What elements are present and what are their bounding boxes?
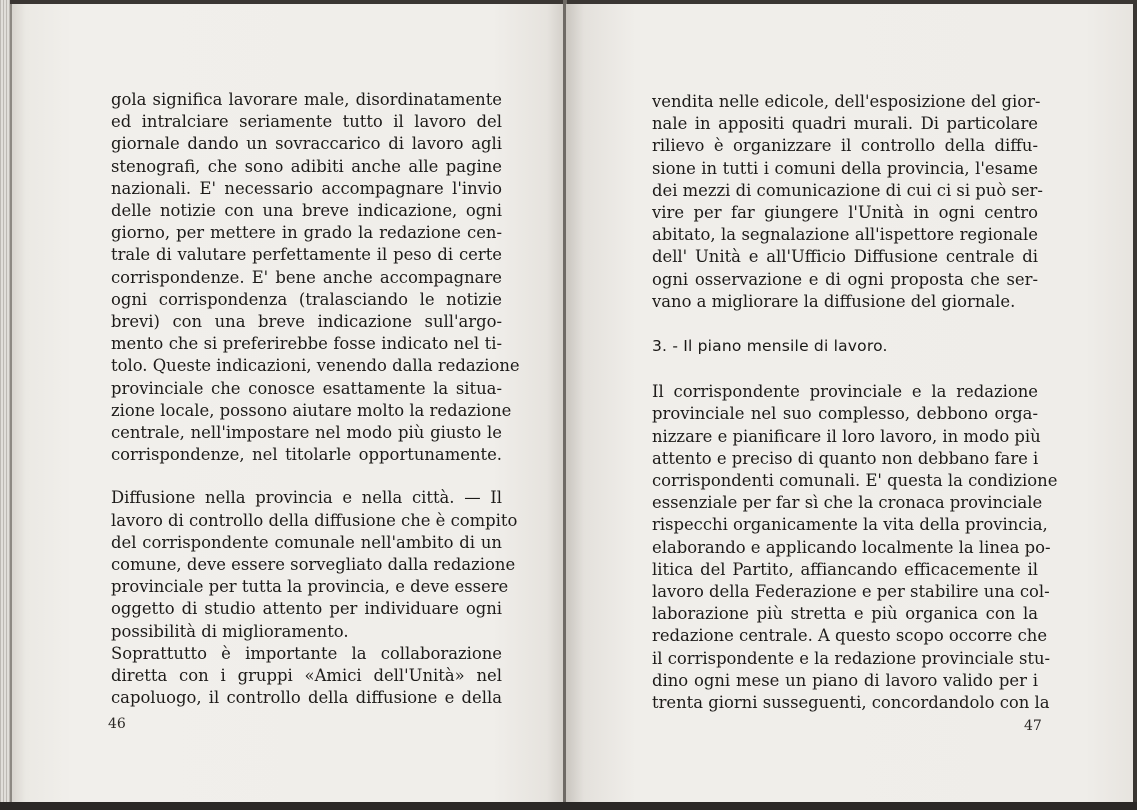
text-line: abitato, la segnalazione all'ispettore regionale (652, 225, 1038, 245)
page-number: 47 (1024, 718, 1042, 734)
text-line: comune, deve essere sorvegliato dalla redazione (111, 555, 516, 575)
text-line: stenografi, che sono adibiti anche alle pagine (111, 156, 502, 176)
text-line: ogni osservazione e di ogni proposta che ser- (652, 269, 1038, 289)
text-line: dino ogni mese un piano di lavoro valido per i (652, 670, 1038, 690)
text-line: zione locale, possono aiutare molto la redazione (111, 400, 512, 420)
text-line: possibilità di miglioramento. (111, 621, 349, 641)
left-page-body (111, 89, 520, 709)
text-line: nizzare e pianificare il loro lavoro, in modo più (652, 426, 1041, 446)
text-line: tolo. Queste indicazioni, venendo dalla redazione (111, 356, 520, 376)
text-line: provinciale per tutta la provincia, e deve essere (111, 577, 509, 597)
text-line: sione in tutti i comuni della provincia, l'esame (652, 158, 1038, 178)
text-line: ogni corrispondenza (tralasciando le notizie (111, 289, 502, 309)
text-line: nazionali. E' necessario accompagnare l'invio (111, 178, 502, 198)
text-line: litica del Partito, affiancando efficacemente il (652, 559, 1038, 579)
page-edges (0, 0, 10, 810)
text-line: lavoro di controllo della diffusione che è compito (111, 510, 518, 530)
text-line: Soprattutto è importante la collaborazione (111, 643, 502, 663)
right-paragraph-2 (652, 381, 1058, 714)
text-line: mento che si preferirebbe fosse indicato nel ti- (111, 334, 502, 354)
page-number: 46 (108, 716, 126, 732)
left-paragraph-2 (111, 487, 518, 642)
text-line: capoluogo, il controllo della diffusione e della (111, 688, 502, 708)
text-line: corrispondenze, nel titolarle opportunamente. (111, 445, 502, 465)
text-line: centrale, nell'impostare nel modo più giusto le (111, 423, 502, 443)
text-line: attento e preciso di quanto non debbano fare i (652, 448, 1039, 468)
right-page (566, 4, 1133, 802)
text-line: redazione centrale. A questo scopo occorre che (652, 626, 1048, 646)
text-line: provinciale nel suo complesso, debbono orga- (652, 404, 1038, 424)
text-line: ed intralciare seriamente tutto il lavoro del (111, 112, 502, 132)
text-line: rispecchi organicamente la vita della provincia, (652, 515, 1048, 535)
text-line: essenziale per far sì che la cronaca provinciale (652, 493, 1043, 513)
right-page-body (652, 91, 1058, 714)
text-line: oggetto di studio attento per individuare ogni (111, 599, 502, 619)
text-line: giornale dando un sovraccarico di lavoro agli (111, 134, 502, 154)
text-line: vire per far giungere l'Unità in ogni centro (652, 203, 1038, 223)
text-line: diretta con i gruppi «Amici dell'Unità» nel (111, 666, 502, 686)
text-line: lavoro della Federazione e per stabilire una col- (652, 582, 1050, 602)
text-line: il corrispondente e la redazione provinciale stu- (652, 648, 1051, 668)
text-line: corrispondenze. E' bene anche accompagnare (111, 267, 502, 287)
text-line: rilievo è organizzare il controllo della diffu- (652, 136, 1038, 156)
text-line: giorno, per mettere in grado la redazione cen- (111, 223, 502, 243)
left-paragraph-3 (111, 643, 502, 710)
text-line: provinciale che conosce esattamente la situa- (111, 378, 502, 398)
text-line: corrispondenti comunali. E' questa la condizione (652, 471, 1058, 491)
text-line: del corrispondente comunale nell'ambito di un (111, 532, 502, 552)
left-paragraph-1 (111, 89, 520, 466)
section-heading: 3. - Il piano mensile di lavoro. (652, 337, 888, 356)
text-line: vano a migliorare la diffusione del giornale. (652, 291, 1016, 311)
text-line: trenta giorni susseguenti, concordandolo con la (652, 693, 1050, 713)
text-line: delle notizie con una breve indicazione, ogni (111, 201, 502, 221)
text-line: vendita nelle edicole, dell'esposizione del gior- (652, 92, 1041, 111)
text-line: nale in appositi quadri murali. Di particolare (652, 114, 1038, 134)
text-line: gola significa lavorare male, disordinatamente (111, 90, 502, 109)
text-line: dei mezzi di comunicazione di cui ci si può ser- (652, 180, 1043, 200)
bottom-edge (0, 802, 1137, 810)
text-line: dell' Unità e all'Ufficio Diffusione centrale di (652, 247, 1038, 267)
text-line: laborazione più stretta e più organica con la (652, 604, 1038, 624)
text-line: Diffusione nella provincia e nella città. — Il (111, 488, 502, 508)
text-line: brevi) con una breve indicazione sull'argo- (111, 312, 502, 332)
right-paragraph-1 (652, 91, 1043, 313)
text-line: Il corrispondente provinciale e la redazione (652, 382, 1038, 402)
left-page (10, 4, 567, 802)
text-line: elaborando e applicando localmente la linea po- (652, 537, 1051, 557)
text-line: trale di valutare perfettamente il peso di certe (111, 245, 502, 265)
